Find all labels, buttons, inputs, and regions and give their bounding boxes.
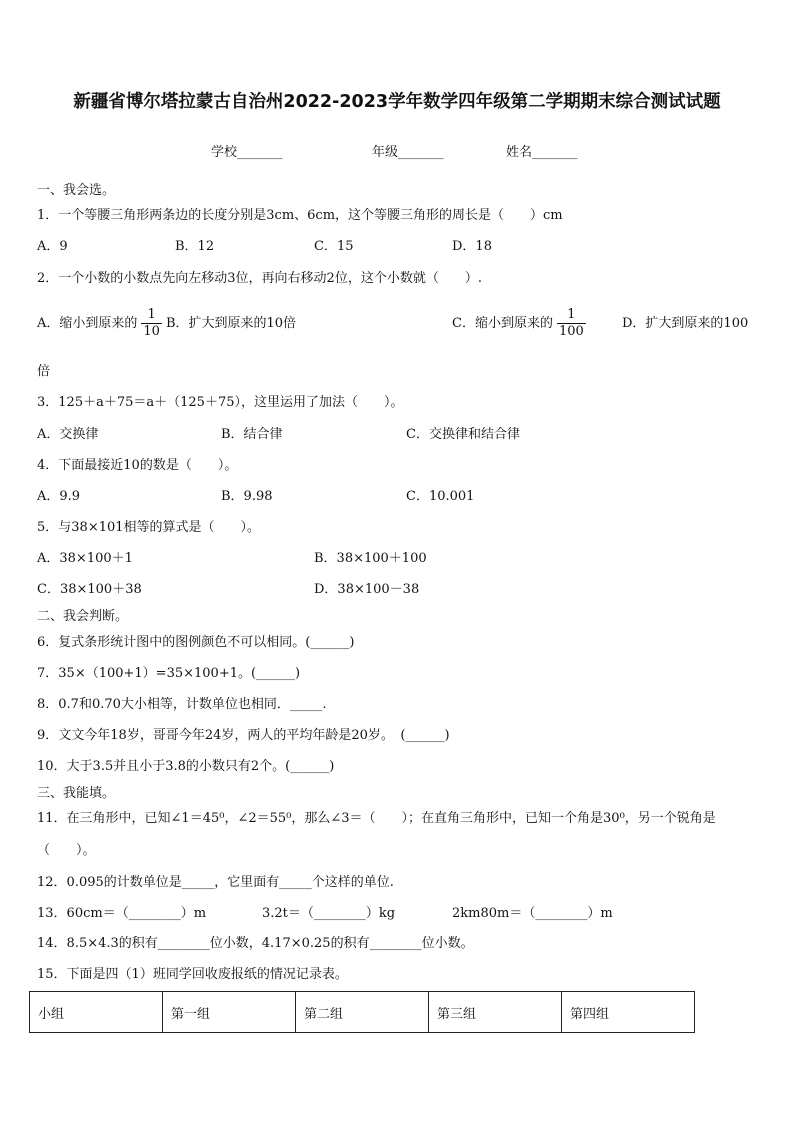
question-14: 14．8.5×4.3的积有________位小数，4.17×0.25的积有________位小数。 [37,936,474,951]
section-heading-fill: 三、我能填。 [37,786,116,801]
q1-option-b: B．12 [175,239,215,254]
q3-option-b: B．结合律 [221,427,283,442]
question-6: 6．复式条形统计图中的图例颜色不可以相同。(______) [37,635,355,650]
table-header-cell: 第一组 [163,992,296,1033]
q4-option-b: B．9.98 [221,489,273,504]
table-row [30,992,695,1033]
question-15: 15．下面是四（1）班同学回收废报纸的情况记录表。 [37,967,348,982]
page-title: 新疆省博尔塔拉蒙古自治州2022-2023学年数学四年级第二学期期末综合测试试题 [73,92,721,112]
section-heading-judge: 二、我会判断。 [37,609,129,624]
section-heading-choose: 一、我会选。 [37,183,116,198]
table-header-cell: 第二组 [296,992,429,1033]
grade-field: 年级_______ [372,145,444,160]
q2-option-d: D．扩大到原来的100 [622,316,749,331]
fraction-one-tenth: $\frac{1}{10}$ [143,307,160,339]
question-7: 7．35×（100+1）=35×100+1。(______) [37,666,301,681]
q5-option-d: D．38×100－38 [314,582,420,597]
q3-option-c: C．交换律和结合律 [406,427,520,442]
question-1: 1．一个等腰三角形两条边的长度分别是3cm、6cm，这个等腰三角形的周长是（ ）cm [37,208,563,223]
q4-option-a: A．9.9 [37,489,81,504]
question-4: 4．下面最接近10的数是（ ）。 [37,458,238,473]
q5-option-b: B．38×100＋100 [314,551,427,566]
table-header-cell: 小组 [30,992,163,1033]
question-11: 11．在三角形中，已知∠1＝45⁰，∠2＝55⁰，那么∠3＝（ ）；在直角三角形中，已知一个角是30⁰，另一个锐角是 [37,811,716,826]
q1-option-a: A．9 [37,239,68,254]
question-2: 2．一个小数的小数点先向左移动3位，再向右移动2位，这个小数就（ ）. [37,271,482,286]
q2-option-d-continued: 倍 [37,364,51,379]
question-10: 10．大于3.5并且小于3.8的小数只有2个。(______) [37,759,335,774]
question-13-part-3: 2km80m＝（________）m [452,906,613,921]
q5-option-a: A．38×100＋1 [37,551,133,566]
q2-option-a-label: A．缩小到原来的 [37,316,138,331]
question-9: 9．文文今年18岁，哥哥今年24岁，两人的平均年龄是20岁。 (______) [37,728,450,743]
q1-option-c: C．15 [314,239,354,254]
table-header-cell: 第四组 [562,992,695,1033]
q4-option-c: C．10.001 [406,489,475,504]
fraction-one-hundredth: $\frac{1}{100}$ [558,307,584,339]
q2-option-a [37,306,296,342]
question-13-part-1: 13．60cm＝（________）m [37,906,207,921]
question-8: 8．0.7和0.70大小相等，计数单位也相同．_____. [37,697,327,712]
name-field: 姓名_______ [506,145,578,160]
q3-option-a: A．交换律 [37,427,99,442]
table-header-cell: 第三组 [429,992,562,1033]
q2-option-b: B．扩大到原来的10倍 [165,316,297,331]
question-13-part-2: 3.2t＝（________）kg [262,906,396,921]
school-field: 学校_______ [211,145,283,160]
question-5: 5．与38×101相等的算式是（ ）。 [37,520,261,535]
q1-option-d: D．18 [452,239,492,254]
question-12: 12．0.095的计数单位是_____，它里面有_____个这样的单位. [37,875,394,890]
q2-option-c [452,306,590,342]
q5-option-c: C．38×100＋38 [37,582,142,597]
question-3: 3．125＋a＋75＝a＋（125＋75），这里运用了加法（ ）。 [37,395,404,410]
question-11-continued: （ ）。 [37,843,96,858]
q2-option-c-label: C．缩小到原来的 [452,316,553,331]
paper-collection-table [29,991,695,1033]
